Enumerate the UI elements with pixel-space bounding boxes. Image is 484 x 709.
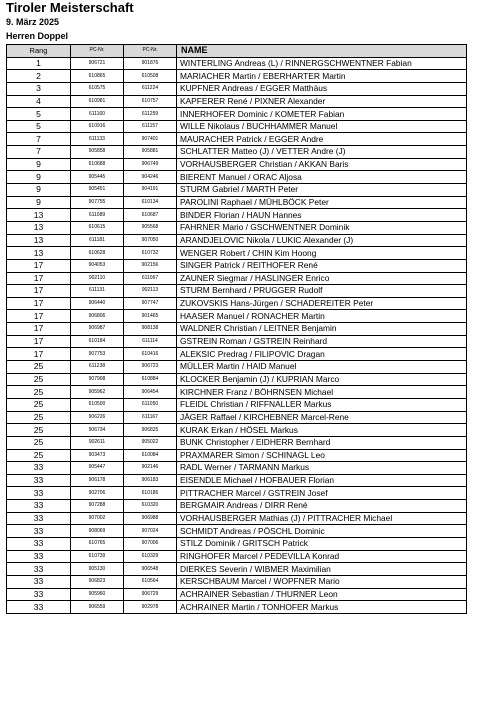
name-cell: SINGER Patrick / REITHOFER René: [177, 259, 467, 272]
name-cell: SCHLATTER Matteo (J) / VETTER Andre (J): [177, 146, 467, 159]
name-cell: HAASER Manuel / RONACHER Martin: [177, 310, 467, 323]
rank-cell: 17: [7, 335, 71, 348]
name-cell: ACHRAINER Martin / TONHOFER Markus: [177, 601, 467, 614]
rank-cell: 17: [7, 323, 71, 336]
rank-cell: 25: [7, 373, 71, 386]
pc-nr-cell-2: 611050: [124, 398, 177, 411]
pc-nr-cell-2: 610757: [124, 95, 177, 108]
rank-cell: 9: [7, 158, 71, 171]
table-row: [7, 146, 467, 159]
rank-cell: 33: [7, 525, 71, 538]
pc-nr-cell-2: 906749: [124, 158, 177, 171]
column-header-name: NAME: [177, 45, 467, 58]
column-header-pc-nr-1: PC-Nr.: [71, 45, 124, 58]
pc-nr-cell-2: 611157: [124, 120, 177, 133]
table-row: [7, 184, 467, 197]
name-cell: EISENDLE Michael / HOFBAUER Florian: [177, 474, 467, 487]
name-cell: PRAXMARER Simon / SCHINAGL Leo: [177, 449, 467, 462]
pc-nr-cell-2: 902156: [124, 259, 177, 272]
name-cell: RADL Werner / TARMANN Markus: [177, 462, 467, 475]
pc-nr-cell-2: 610134: [124, 196, 177, 209]
table-row: [7, 171, 467, 184]
rank-cell: 3: [7, 82, 71, 95]
pc-nr-cell-2: 907024: [124, 525, 177, 538]
table-row: [7, 550, 467, 563]
pc-nr-cell-1: 611089: [71, 209, 124, 222]
table-row: [7, 525, 467, 538]
column-header-rank: Rang: [7, 45, 71, 58]
pc-nr-cell-1: 907002: [71, 512, 124, 525]
rank-cell: 17: [7, 348, 71, 361]
rank-cell: 13: [7, 247, 71, 260]
pc-nr-cell-1: 906178: [71, 474, 124, 487]
pc-nr-cell-2: 906548: [124, 563, 177, 576]
pc-nr-cell-1: 905445: [71, 171, 124, 184]
rank-cell: 25: [7, 449, 71, 462]
table-row: [7, 537, 467, 550]
table-row: [7, 487, 467, 500]
table-row: [7, 373, 467, 386]
pc-nr-cell-1: 903473: [71, 449, 124, 462]
pc-nr-cell-1: 610981: [71, 95, 124, 108]
pc-nr-cell-2: 907401: [124, 133, 177, 146]
pc-nr-cell-1: 611181: [71, 234, 124, 247]
pc-nr-cell-2: 906454: [124, 386, 177, 399]
pc-nr-cell-2: 610508: [124, 70, 177, 83]
pc-nr-cell-2: 902113: [124, 285, 177, 298]
pc-nr-cell-1: 906806: [71, 310, 124, 323]
pc-nr-cell-1: 906987: [71, 323, 124, 336]
rank-cell: 7: [7, 133, 71, 146]
rank-cell: 9: [7, 184, 71, 197]
pc-nr-cell-1: 902706: [71, 487, 124, 500]
pc-nr-cell-1: 611133: [71, 133, 124, 146]
document-header: [6, 0, 134, 42]
category-title: Herren Doppel: [6, 31, 69, 41]
table-row: [7, 411, 467, 424]
name-cell: MAURACHER Patrick / EGGER Andre: [177, 133, 467, 146]
pc-nr-cell-2: 901465: [124, 310, 177, 323]
pc-nr-cell-2: 610320: [124, 500, 177, 513]
pc-nr-cell-2: 905568: [124, 221, 177, 234]
table-row: [7, 209, 467, 222]
table-row: [7, 348, 467, 361]
pc-nr-cell-1: 908069: [71, 525, 124, 538]
table-row: [7, 247, 467, 260]
rank-cell: 33: [7, 512, 71, 525]
pc-nr-cell-2: 907050: [124, 234, 177, 247]
rank-cell: 7: [7, 146, 71, 159]
name-cell: MARIACHER Martin / EBERHARTER Martin: [177, 70, 467, 83]
pc-nr-cell-2: 905881: [124, 146, 177, 159]
pc-nr-cell-1: 905962: [71, 386, 124, 399]
column-header-pc-nr-2: PC-Nr.: [124, 45, 177, 58]
table-row: [7, 335, 467, 348]
pc-nr-cell-2: 908138: [124, 323, 177, 336]
pc-nr-cell-1: 902611: [71, 436, 124, 449]
rank-cell: 5: [7, 120, 71, 133]
pc-nr-cell-2: 611067: [124, 272, 177, 285]
name-cell: INNERHOFER Dominic / KOMETER Fabian: [177, 108, 467, 121]
pc-nr-cell-1: 906226: [71, 411, 124, 424]
rank-cell: 13: [7, 221, 71, 234]
name-cell: KERSCHBAUM Marcel / WOPFNER Mario: [177, 575, 467, 588]
name-cell: JÄGER Raffael / KIRCHEBNER Marcel-Rene: [177, 411, 467, 424]
rank-cell: 25: [7, 424, 71, 437]
pc-nr-cell-2: 610687: [124, 209, 177, 222]
rank-cell: 33: [7, 487, 71, 500]
pc-nr-cell-1: 610916: [71, 120, 124, 133]
rank-cell: 25: [7, 398, 71, 411]
rank-cell: 17: [7, 310, 71, 323]
pc-nr-cell-1: 905130: [71, 563, 124, 576]
table-row: [7, 436, 467, 449]
rank-cell: 33: [7, 575, 71, 588]
name-cell: ZAUNER Siegmar / HASLINGER Enrico: [177, 272, 467, 285]
pc-nr-cell-2: 611259: [124, 108, 177, 121]
name-cell: KURAK Erkan / HÖSEL Markus: [177, 424, 467, 437]
rank-cell: 25: [7, 436, 71, 449]
pc-nr-cell-1: 611160: [71, 108, 124, 121]
name-cell: KAPFERER René / PIXNER Alexander: [177, 95, 467, 108]
table-header-row: [7, 45, 467, 58]
pc-nr-cell-1: 610688: [71, 158, 124, 171]
pc-nr-cell-2: 907747: [124, 297, 177, 310]
table-row: [7, 120, 467, 133]
pc-nr-cell-1: 905858: [71, 146, 124, 159]
table-row: [7, 221, 467, 234]
table-row: [7, 575, 467, 588]
name-cell: RINGHOFER Marcel / PEDEVILLA Konrad: [177, 550, 467, 563]
name-cell: ZUKOVSKIS Hans-Jürgen / SCHADEREITER Peter: [177, 297, 467, 310]
table-body: [7, 57, 467, 613]
table-row: [7, 424, 467, 437]
event-date: 9. März 2025: [6, 17, 60, 27]
name-cell: FLEIDL Christian / RIFFNALLER Markus: [177, 398, 467, 411]
rank-cell: 1: [7, 57, 71, 70]
pc-nr-cell-2: 907006: [124, 537, 177, 550]
pc-nr-cell-1: 906559: [71, 601, 124, 614]
table-row: [7, 57, 467, 70]
pc-nr-cell-2: 611167: [124, 411, 177, 424]
name-cell: STURM Gabriel / MARTH Peter: [177, 184, 467, 197]
pc-nr-cell-1: 904053: [71, 259, 124, 272]
name-cell: ALEKSIC Predrag / FILIPOVIC Dragan: [177, 348, 467, 361]
pc-nr-cell-2: 902146: [124, 462, 177, 475]
name-cell: VORHAUSBERGER Mathias (J) / PITTRACHER Michael: [177, 512, 467, 525]
name-cell: ACHRAINER Sebastian / THURNER Leon: [177, 588, 467, 601]
table-row: [7, 310, 467, 323]
table-row: [7, 500, 467, 513]
rank-cell: 33: [7, 550, 71, 563]
pc-nr-cell-1: 906734: [71, 424, 124, 437]
name-cell: PAROLINI Raphael / MÜHLBÖCK Peter: [177, 196, 467, 209]
table-row: [7, 462, 467, 475]
pc-nr-cell-2: 906825: [124, 424, 177, 437]
page-title: Tiroler Meisterschaft: [6, 0, 134, 15]
pc-nr-cell-2: 902978: [124, 601, 177, 614]
table-row: [7, 323, 467, 336]
table-row: [7, 285, 467, 298]
table-row: [7, 95, 467, 108]
pc-nr-cell-1: 902110: [71, 272, 124, 285]
pc-nr-cell-1: 906823: [71, 575, 124, 588]
name-cell: GSTREIN Roman / GSTREIN Reinhard: [177, 335, 467, 348]
name-cell: STURM Bernhard / PRUGGER Rudolf: [177, 285, 467, 298]
pc-nr-cell-1: 610628: [71, 247, 124, 260]
pc-nr-cell-2: 904191: [124, 184, 177, 197]
table-row: [7, 158, 467, 171]
rank-cell: 17: [7, 259, 71, 272]
table-row: [7, 512, 467, 525]
rank-cell: 17: [7, 285, 71, 298]
pc-nr-cell-2: 611114: [124, 335, 177, 348]
pc-nr-cell-1: 907753: [71, 348, 124, 361]
pc-nr-cell-2: 611224: [124, 82, 177, 95]
table-row: [7, 234, 467, 247]
pc-nr-cell-2: 610732: [124, 247, 177, 260]
name-cell: KUPFNER Andreas / EGGER Matthäus: [177, 82, 467, 95]
table-row: [7, 601, 467, 614]
name-cell: FAHRNER Mario / GSCHWENTNER Dominik: [177, 221, 467, 234]
pc-nr-cell-1: 610615: [71, 221, 124, 234]
rank-cell: 33: [7, 537, 71, 550]
results-table: [6, 44, 467, 614]
pc-nr-cell-1: 610865: [71, 70, 124, 83]
table-row: [7, 82, 467, 95]
pc-nr-cell-1: 610184: [71, 335, 124, 348]
table-row: [7, 588, 467, 601]
pc-nr-cell-2: 906729: [124, 588, 177, 601]
name-cell: MÜLLER Martin / HAID Manuel: [177, 361, 467, 374]
table-row: [7, 133, 467, 146]
rank-cell: 13: [7, 234, 71, 247]
name-cell: KIRCHNER Franz / BÖHRNSEN Michael: [177, 386, 467, 399]
name-cell: BIERENT Manuel / ORAC Aljosa: [177, 171, 467, 184]
rank-cell: 17: [7, 297, 71, 310]
rank-cell: 33: [7, 462, 71, 475]
rank-cell: 25: [7, 361, 71, 374]
name-cell: WINTERLING Andreas (L) / RINNERGSCHWENTNER Fabian: [177, 57, 467, 70]
table-row: [7, 259, 467, 272]
pc-nr-cell-2: 610329: [124, 550, 177, 563]
rank-cell: 25: [7, 386, 71, 399]
pc-nr-cell-2: 906988: [124, 512, 177, 525]
table-row: [7, 398, 467, 411]
pc-nr-cell-1: 907908: [71, 373, 124, 386]
pc-nr-cell-1: 610575: [71, 82, 124, 95]
table-row: [7, 297, 467, 310]
pc-nr-cell-2: 610564: [124, 575, 177, 588]
table-row: [7, 361, 467, 374]
pc-nr-cell-1: 611238: [71, 361, 124, 374]
rank-cell: 4: [7, 95, 71, 108]
name-cell: VORHAUSBERGER Christian / AKKAN Baris: [177, 158, 467, 171]
rank-cell: 9: [7, 196, 71, 209]
rank-cell: 13: [7, 209, 71, 222]
pc-nr-cell-1: 611131: [71, 285, 124, 298]
rank-cell: 33: [7, 500, 71, 513]
pc-nr-cell-1: 610765: [71, 537, 124, 550]
rank-cell: 33: [7, 474, 71, 487]
name-cell: PITTRACHER Marcel / GSTREIN Josef: [177, 487, 467, 500]
table-row: [7, 108, 467, 121]
pc-nr-cell-2: 906723: [124, 361, 177, 374]
name-cell: BERGMAIR Andreas / DIRR René: [177, 500, 467, 513]
pc-nr-cell-1: 906721: [71, 57, 124, 70]
pc-nr-cell-1: 610739: [71, 550, 124, 563]
pc-nr-cell-1: 907755: [71, 196, 124, 209]
pc-nr-cell-1: 907288: [71, 500, 124, 513]
rank-cell: 33: [7, 563, 71, 576]
pc-nr-cell-2: 610416: [124, 348, 177, 361]
name-cell: BINDER Florian / HAUN Hannes: [177, 209, 467, 222]
pc-nr-cell-2: 901876: [124, 57, 177, 70]
pc-nr-cell-2: 904246: [124, 171, 177, 184]
table-row: [7, 474, 467, 487]
name-cell: BUNK Christopher / EIDHERR Bernhard: [177, 436, 467, 449]
pc-nr-cell-1: 610500: [71, 398, 124, 411]
pc-nr-cell-1: 906440: [71, 297, 124, 310]
table-row: [7, 272, 467, 285]
table-row: [7, 563, 467, 576]
pc-nr-cell-1: 905451: [71, 184, 124, 197]
pc-nr-cell-2: 906183: [124, 474, 177, 487]
name-cell: SCHMIDT Andreas / PÖSCHL Dominic: [177, 525, 467, 538]
name-cell: WILLE Nikolaus / BUCHHAMMER Manuel: [177, 120, 467, 133]
name-cell: WENGER Robert / CHIN Kim Hoong: [177, 247, 467, 260]
rank-cell: 17: [7, 272, 71, 285]
rank-cell: 33: [7, 601, 71, 614]
pc-nr-cell-1: 905960: [71, 588, 124, 601]
pc-nr-cell-2: 610186: [124, 487, 177, 500]
pc-nr-cell-2: 610084: [124, 449, 177, 462]
pc-nr-cell-1: 905447: [71, 462, 124, 475]
pc-nr-cell-2: 905022: [124, 436, 177, 449]
name-cell: STILZ Dominik / GRITSCH Patrick: [177, 537, 467, 550]
name-cell: WALDNER Christian / LEITNER Benjamin: [177, 323, 467, 336]
table-row: [7, 196, 467, 209]
rank-cell: 25: [7, 411, 71, 424]
table-row: [7, 386, 467, 399]
rank-cell: 5: [7, 108, 71, 121]
rank-cell: 2: [7, 70, 71, 83]
table-row: [7, 449, 467, 462]
name-cell: KLOCKER Benjamin (J) / KUPRIAN Marco: [177, 373, 467, 386]
rank-cell: 9: [7, 171, 71, 184]
rank-cell: 33: [7, 588, 71, 601]
pc-nr-cell-2: 610884: [124, 373, 177, 386]
table-row: [7, 70, 467, 83]
name-cell: DIERKES Severin / WIBMER Maximilian: [177, 563, 467, 576]
name-cell: ARANDJELOVIC Nikola / LUKIC Alexander (J): [177, 234, 467, 247]
